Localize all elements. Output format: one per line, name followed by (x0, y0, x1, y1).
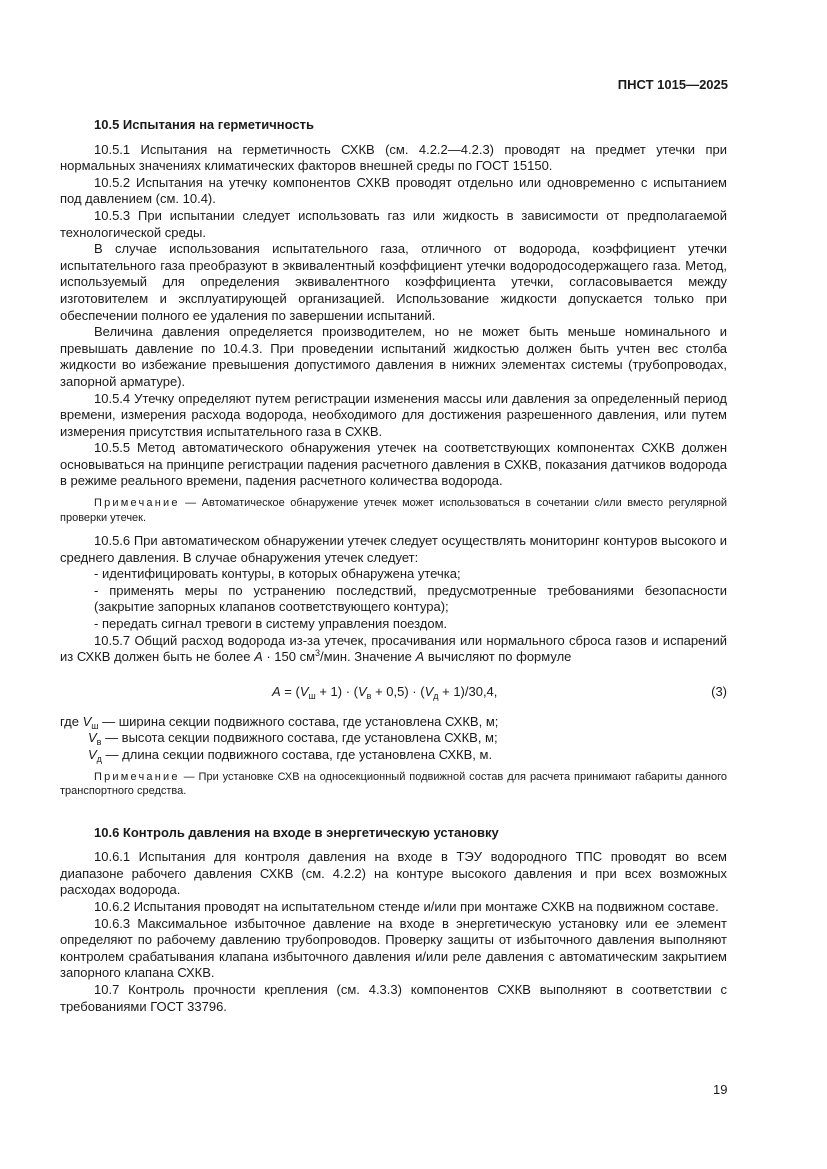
page-number: 19 (713, 1082, 728, 1097)
list-item: - передать сигнал тревоги в систему управления поездом. (94, 616, 448, 632)
legend-row: где $V_ш$ — ширина секции подвижного состава, где установлена СХКВ, м; (60, 713, 499, 731)
paragraph-10-5-1: 10.5.1 Испытания на герметичность СХКВ (см. 4.2.2—4.2.3) проводят на предмет утечки при нормальных значениях климатических факторов внешней среды по ГОСТ 15150. (60, 141, 727, 174)
list-item: - идентифицировать контуры, в которых обнаружена утечка; (94, 566, 461, 582)
paragraph-10-5-5: 10.5.5 Метод автоматического обнаружения утечек на соответствующих компонентах СХКВ должен основываться на принципе регистрации падения расчетного давления в СХКВ, показания датчиков водорода в режиме реального времени, падения расчетного количества водорода. (60, 440, 727, 489)
section-10-6-title: 10.6 Контроль давления на входе в энергетическую установку (94, 824, 499, 840)
legend-row: $V_д$ — длина секции подвижного состава, где установлена СХКВ, м. (88, 747, 493, 764)
paragraph-10-6-3: 10.6.3 Максимальное избыточное давление на входе в энергетическую установку или ее элемент определяют по рабочему давлению трубопроводов. Проверку защиты от избыточного давления выполняют контролем срабатывания клапана избыточного давления и/или реле давления с автоматическим закрытием запорного клапана СХКВ. (60, 915, 727, 981)
note-2 (60, 770, 727, 799)
note-1 (60, 496, 727, 525)
section-10-5-title: 10.5 Испытания на герметичность (94, 117, 314, 132)
formula-3 (60, 682, 727, 704)
formula-expression: $A = (V_ш + 1) \cdot (V_в + 0,5) \cdot (V_д + 1)/30,4$, (272, 683, 498, 701)
formula-legend (60, 714, 727, 764)
paragraph-10-6-2: 10.6.2 Испытания проводят на испытательном стенде и/или при монтаже СХКВ на подвижном составе. (94, 898, 719, 914)
paragraph-10-6-1: 10.6.1 Испытания для контроля давления на входе в ТЭУ водородного ТПС проводят во всем диапазоне рабочего давления СХКВ (см. 4.2.2) на контуре высокого давления и при всех возможных расходах водорода. (60, 849, 727, 898)
legend-row: $V_в$ — высота секции подвижного состава, где установлена СХКВ, м; (88, 730, 498, 748)
paragraph-10-7: 10.7 Контроль прочности крепления (см. 4.3.3) компонентов СХКВ выполняют в соответствии с требованиями ГОСТ 33796. (60, 981, 727, 1014)
note-text: — Автоматическое обнаружение утечек может использоваться в сочетании с/или вместо регулярной проверки утечек. (60, 497, 727, 524)
paragraph-10-5-6: 10.5.6 При автоматическом обнаружении утечек следует осуществлять мониторинг контуров высокого и среднего давления. В случае обнаружения утечек следует: (60, 533, 727, 565)
paragraph-10-5-3: 10.5.3 При испытании следует использовать газ или жидкость в зависимости от предполагаемой технологической среды. (60, 207, 727, 240)
paragraph-test-gas: В случае использования испытательного газа, отличного от водорода, коэффициент утечки испытательного газа преобразуют в эквивалентный коэффициент утечки водородосодержащего газа. Метод, используемый для определения эквивалентного коэффициента утечки, согласовывается между изготовителем и эксплуатирующей организацией. Использование жидкости допускается только при обеспечении полного ее удаления по завершении испытаний. (60, 241, 727, 323)
paragraph-pressure-value: Величина давления определяется производителем, но не может быть меньше номинального и превышать давление по 10.4.3. При проведении испытаний жидкостью должен быть учтен вес столба жидкости во избежание превышения допустимого давления в нижних элементах системы (трубопроводах, запорной арматуре). (60, 324, 727, 389)
note-label: Примечание (94, 497, 180, 510)
paragraph-10-5-2: 10.5.2 Испытания на утечку компонентов СХКВ проводят отдельно или одновременно с испытанием под давлением (см. 10.4). (60, 174, 727, 207)
formula-number: (3) (711, 683, 727, 699)
document-body (60, 117, 727, 1015)
list-item: - применять меры по устранению последствий, предусмотренные требованиями безопасности (закрытие запорных клапанов соответствующего контура); (94, 582, 727, 615)
paragraph-10-5-4: 10.5.4 Утечку определяют путем регистрации изменения массы или давления за определенный период времени, измерения расхода водорода, необходимого для достижения разрешенного давления, или путем измерения присутствия испытательного газа в СХКВ. (60, 390, 727, 439)
paragraph-10-5-7: 10.5.7 Общий расход водорода из-за утечек, просачивания или нормального сброса газов и испарений из СХКВ должен быть не более A · 150 $см^3$/мин. Значение A вычисляют по формуле (60, 632, 727, 665)
note-text: — При установке СХВ на односекционный подвижной состав для расчета принимают габариты данного транспортного средства. (60, 770, 727, 798)
note-label: Примечание (94, 770, 180, 783)
document-code: ПНСТ 1015—2025 (617, 77, 728, 92)
